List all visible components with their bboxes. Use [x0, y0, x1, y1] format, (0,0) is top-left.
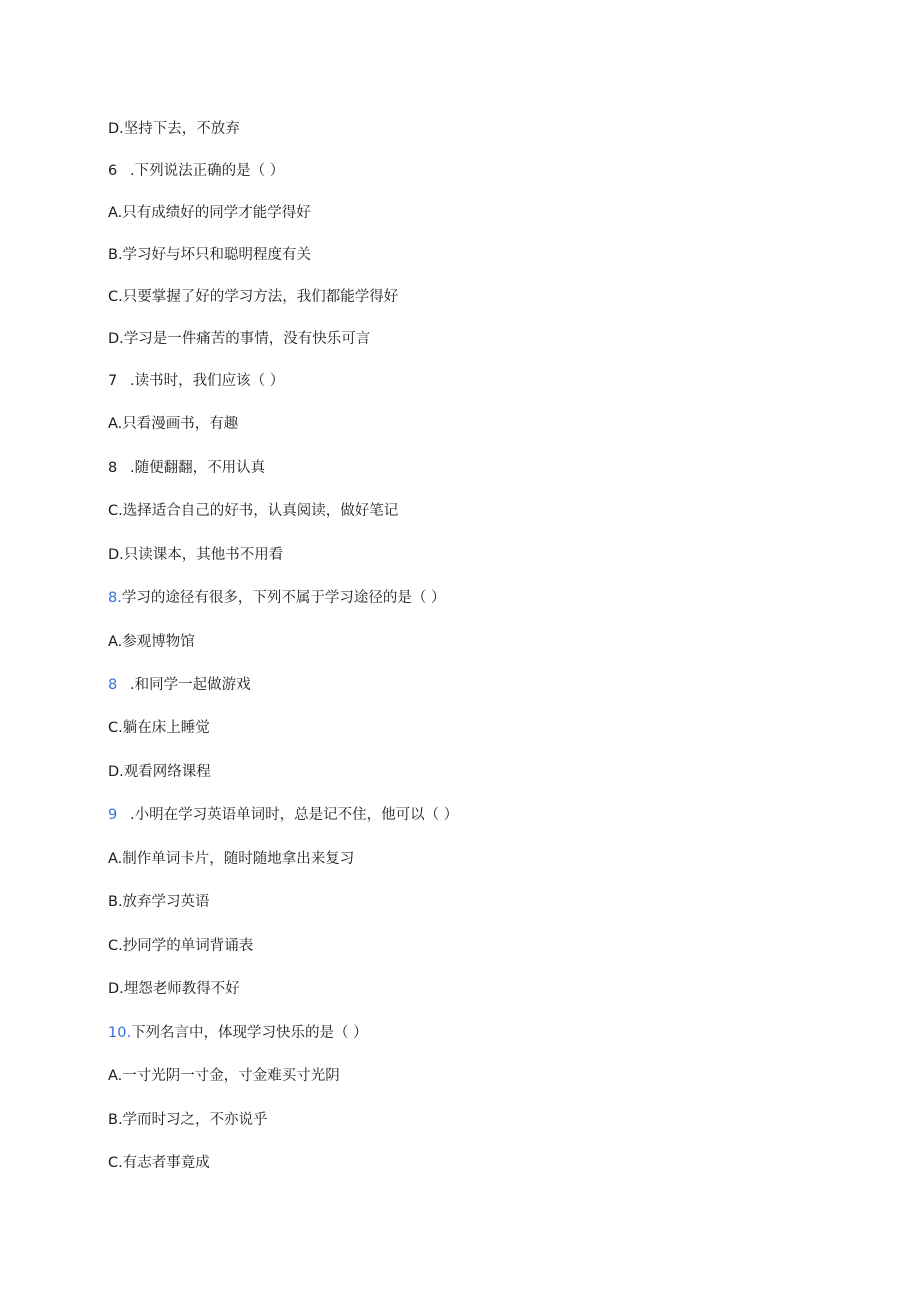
question-number: 8 [108, 677, 118, 693]
option-a-q9: A.制作单词卡片，随时随地拿出来复习 [108, 851, 355, 867]
option-d-q5: D.坚持下去，不放弃 [108, 121, 240, 137]
option-b-q8: 8 .和同学一起做游戏 [108, 677, 251, 693]
option-b-q9: B.放弃学习英语 [108, 894, 210, 910]
option-c-q6: C.只要掌握了好的学习方法，我们都能学得好 [108, 289, 399, 305]
question-7: 7 .读书时，我们应该（ ） [108, 373, 285, 389]
option-c-q7: C.选择适合自己的好书，认真阅读，做好笔记 [108, 503, 399, 519]
question-number: 10. [108, 1025, 132, 1041]
option-d-q6: D.学习是一件痛苦的事情，没有快乐可言 [108, 331, 371, 347]
question-number: 6 [108, 163, 118, 179]
question-number: 9 [108, 807, 118, 823]
option-b-q6: B.学习好与坏只和聪明程度有关 [108, 247, 312, 263]
question-9: 9 .小明在学习英语单词时，总是记不住，他可以（ ） [108, 807, 459, 823]
option-c-q10: C.有志者事竟成 [108, 1155, 210, 1171]
option-a-q10: A.一寸光阴一寸金，寸金难买寸光阴 [108, 1068, 340, 1084]
option-a-q7: A.只看漫画书，有趣 [108, 416, 239, 432]
question-6: 6 .下列说法正确的是（ ） [108, 163, 285, 179]
option-a-q6: A.只有成绩好的同学才能学得好 [108, 205, 311, 221]
option-d-q9: D.埋怨老师教得不好 [108, 981, 240, 997]
question-10: 10.下列名言中，体现学习快乐的是（ ） [108, 1025, 368, 1041]
option-c-q8: C.躺在床上睡觉 [108, 720, 210, 736]
question-number: 8 [108, 460, 118, 476]
option-d-q7: D.只读课本，其他书不用看 [108, 547, 284, 563]
question-number: 8. [108, 590, 122, 606]
option-b-q7: 8 .随便翻翻，不用认真 [108, 460, 266, 476]
option-b-q10: B.学而时习之，不亦说乎 [108, 1112, 268, 1128]
option-c-q9: C.抄同学的单词背诵表 [108, 938, 254, 954]
question-8: 8.学习的途径有很多，下列不属于学习途径的是（ ） [108, 590, 446, 606]
question-number: 7 [108, 373, 118, 389]
option-d-q8: D.观看网络课程 [108, 764, 211, 780]
option-a-q8: A.参观博物馆 [108, 634, 195, 650]
